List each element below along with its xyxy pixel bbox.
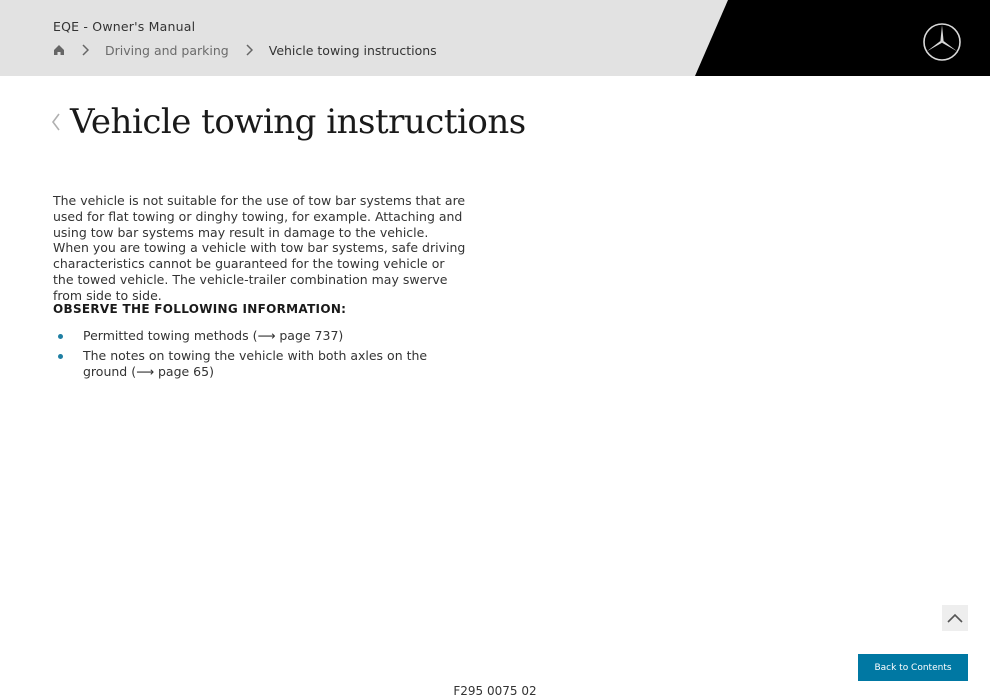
breadcrumb: [53, 41, 437, 59]
breadcrumb-item-driving-and-parking[interactable]: Driving and parking: [105, 42, 229, 58]
observe-heading: OBSERVE THE FOLLOWING INFORMATION:: [53, 302, 347, 316]
list-item: [53, 348, 473, 380]
arrow-right-icon: ⟶: [136, 364, 154, 379]
info-list: [53, 328, 473, 384]
mercedes-star-logo[interactable]: [922, 22, 962, 62]
list-item: [53, 328, 473, 344]
page-reference-link[interactable]: [136, 364, 214, 379]
header: [0, 0, 990, 76]
page-title: Vehicle towing instructions: [70, 102, 526, 142]
bullet-icon: [58, 334, 63, 339]
chevron-left-icon[interactable]: [50, 112, 62, 132]
bullet-icon: [58, 354, 63, 359]
page-reference-text: page 737): [275, 328, 344, 343]
page-reference-text: page 65): [154, 364, 214, 379]
chevron-right-icon: [245, 44, 253, 56]
back-to-contents-button[interactable]: Back to Contents: [858, 654, 968, 681]
breadcrumb-item-current: Vehicle towing instructions: [268, 42, 437, 58]
list-item-text: Permitted towing methods (: [83, 328, 258, 343]
body-paragraph: The vehicle is not suitable for the use of tow bar systems that are used for flat towing or dinghy towing, for example. Attaching and using tow bar systems may result in damage to the vehicle. When you are towing a vehicle with tow bar systems, safe driving characteristics cannot be guaranteed for the towing vehicle or the towed vehicle. The vehicle-trailer combination may swerve from side to side.: [53, 193, 466, 303]
manual-title: EQE - Owner's Manual: [53, 19, 196, 34]
chevron-up-icon: [947, 613, 963, 623]
page-reference-link[interactable]: [257, 328, 343, 343]
title-row: [50, 102, 526, 142]
scroll-to-top-button[interactable]: [942, 605, 968, 631]
list-item-text: The notes on towing the vehicle with both axles on the ground (: [83, 348, 428, 379]
home-icon[interactable]: [53, 44, 65, 56]
image-code: F295 0075 02: [453, 684, 537, 698]
chevron-right-icon: [81, 44, 89, 56]
arrow-right-icon: ⟶: [257, 328, 276, 343]
